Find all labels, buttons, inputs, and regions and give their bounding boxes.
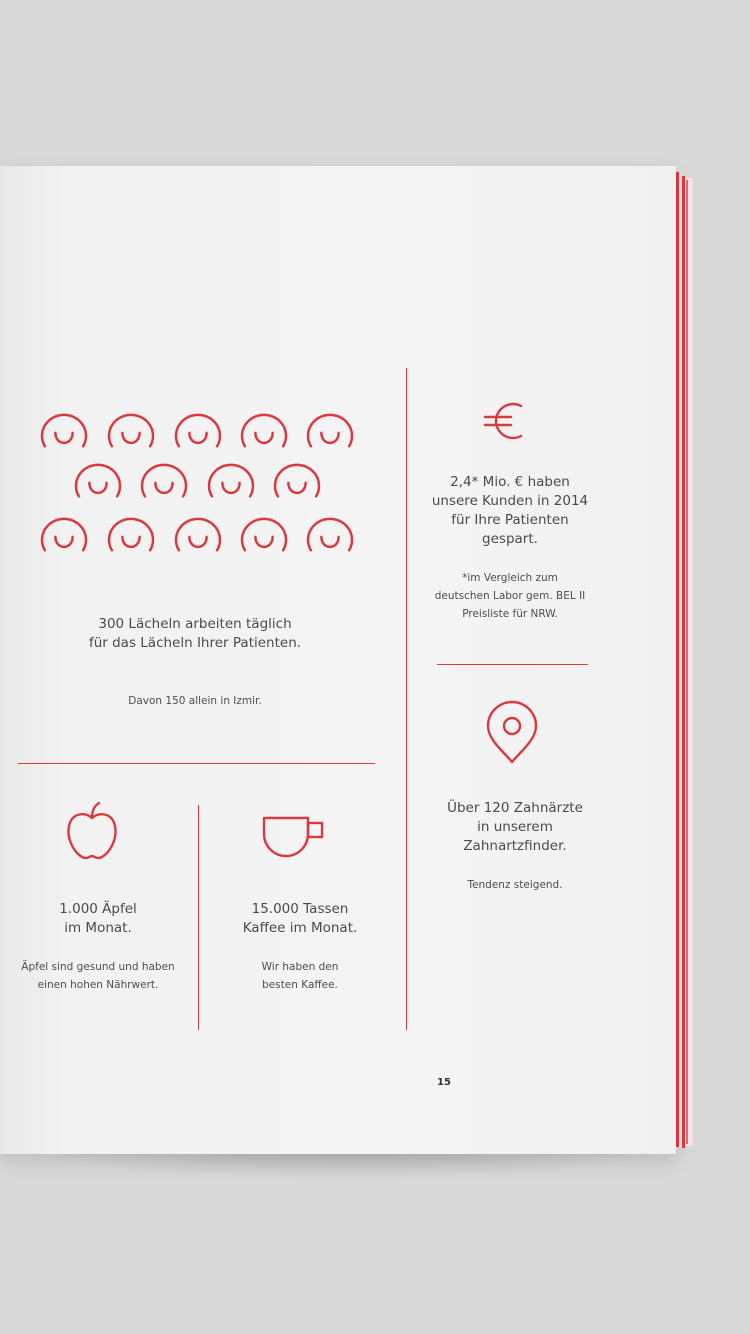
dentist-headline-line: Über 120 Zahnärzte [447,800,583,816]
smiley-icon [72,458,124,502]
brochure-page [0,166,676,1154]
smiley-icon [172,408,224,452]
smiley-icon [172,512,224,556]
dentist-headline-line: Zahnartzfinder. [463,838,567,854]
smiley-icon [238,512,290,556]
smiley-icon [38,512,90,556]
apple-headline-line: 1.000 Äpfel [59,901,137,917]
euro-note-line: deutschen Labor gem. BEL II [434,590,586,602]
smiley-icon [205,458,257,502]
euro-headline [412,473,608,549]
smiley-icon [138,458,190,502]
page-edge [686,180,688,1144]
apple-icon [64,800,120,862]
location-pin-icon [484,700,540,766]
smiles-note: Davon 150 allein in Izmir. [128,695,262,707]
dentist-note: Tendenz steigend. [467,879,563,891]
smiley-icon [304,408,356,452]
dentist-headline-line: in unserem [477,819,553,835]
horizontal-divider [437,664,588,665]
vertical-divider [406,368,407,1030]
dentist-headline [412,799,618,856]
euro-headline-line: 2,4* Mio. € haben [450,474,570,490]
smiles-headline [60,615,330,653]
smiley-icon [304,512,356,556]
coffee-headline-line: Kaffee im Monat. [242,920,358,936]
euro-headline-line: unsere Kunden in 2014 [431,493,589,509]
coffee-note-line: Wir haben den [261,961,339,973]
coffee-headline [220,900,380,938]
vertical-divider [198,805,199,1030]
smiley-icon [271,458,323,502]
euro-note [412,569,608,623]
apple-note [8,958,188,994]
coffee-headline-line: 15.000 Tassen [251,901,349,917]
euro-note-line: *im Vergleich zum [462,572,558,584]
smiles-headline-line: 300 Lächeln arbeiten täglich [98,616,292,632]
smiles-headline-line: für das Lächeln Ihrer Patienten. [88,635,302,651]
euro-note-line: Preisliste für NRW. [462,608,558,620]
horizontal-divider [18,763,375,764]
smiley-icon [105,408,157,452]
apple-headline-line: im Monat. [64,920,132,936]
coffee-note [220,958,380,994]
smiley-icon [38,408,90,452]
apple-note-line: Äpfel sind gesund und haben [21,961,175,973]
euro-headline-line: gespart. [482,531,538,547]
page-number: 15 [437,1077,451,1088]
smiley-icon [238,408,290,452]
coffee-note-line: besten Kaffee. [262,979,338,991]
smiley-icon [105,512,157,556]
euro-headline-line: für Ihre Patienten [451,512,569,528]
apple-note-line: einen hohen Nährwert. [37,979,159,991]
euro-icon [481,396,531,446]
coffee-cup-icon [260,814,326,860]
apple-headline [18,900,178,938]
